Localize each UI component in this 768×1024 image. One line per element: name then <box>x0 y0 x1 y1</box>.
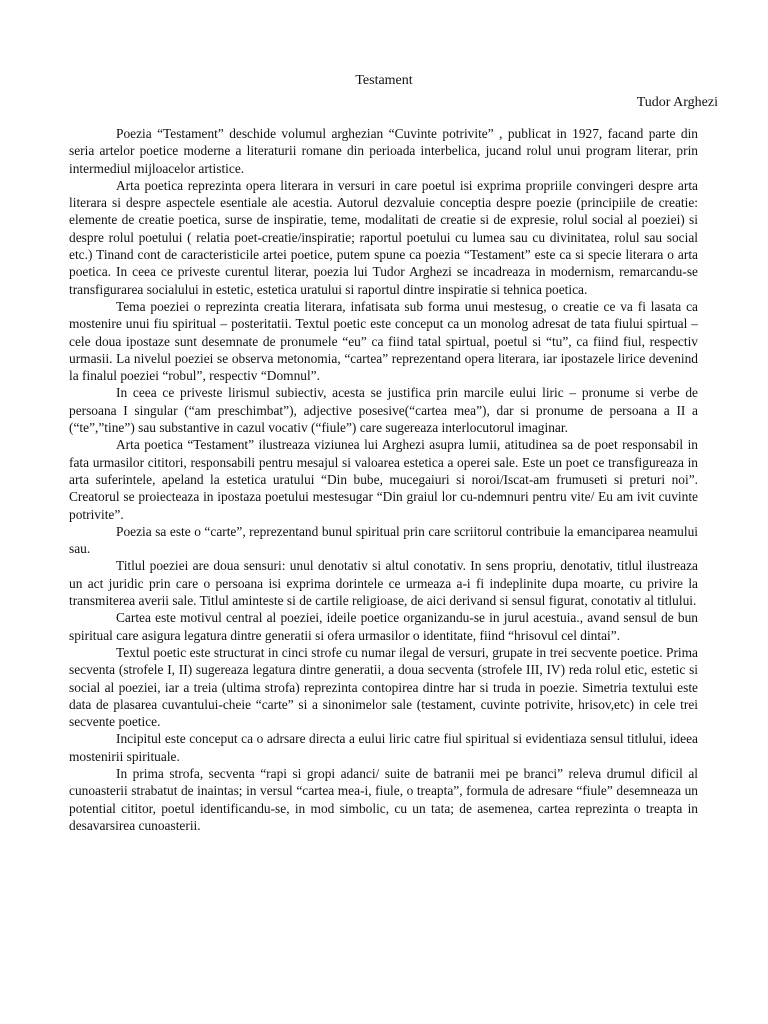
paragraph-viziune: Arta poetica “Testament” ilustreaza viziunea lui Arghezi asupra lumii, atitudinea sa de poet responsabil in fata urmasilor cititori, responsabili pentru mesajul si valoarea estetica a operei sale. Este un poet ce transfigureaza in arta suferintele, apeland la estetica uratului “Din bube, mucegaiuri si noroi/Iscat-am frumuseti si preturi noi”. Creatorul se proiecteaza in ipostaza poetului mestesugar “Din graiul lor cu-ndemnuri pentru vite/ Eu am ivit cuvinte potrivite”. <box>69 437 698 522</box>
paragraph-arta-poetica: Arta poetica reprezinta opera literara in versuri in care poetul isi exprima propriile convingeri despre arta literara si despre aspectele esentiale ale acestia. Autorul dezvaluie conceptia despre poezie (principiile de creatie: elemente de creatie poetica, surse de inspiratie, teme, modalitati de creatie si de expresie, rolul social al poeziei) si despre rolul poetului ( relatia poet-creatie/inspiratie; raportul poetului cu lumea sau cu divinitatea, rolul sau social etc.) Tinand cont de caracteristicile artei poetice, putem spune ca poezia “Testament” este ca si specie literara o arta poetica. In ceea ce priveste curentul literar, poezia lui Tudor Arghezi se incadreaza in modernism, remarcandu-se transfigurarea socialului in estetic, estetica uratului si raportul dintre inspiratie si tehnica poetica. <box>69 177 698 297</box>
paragraph-structura: Textul poetic este structurat in cinci strofe cu numar ilegal de versuri, grupate in trei secvente poetice. Prima secventa (strofele I, II) sugereaza legatura dintre generatii, a doua secventa (strofele III, IV) reda rolul etic, estetic si social al poeziei, iar a treia (ultima strofa) reprezinta contopirea dintre har si truda in poezie. Simetria textului este data de plasarea cuvantului-cheie “carte” si a sinonimelor sale (testament, cuvinte potrivite, hrisov,etc) in cele trei secvente poetice. <box>69 644 698 730</box>
paragraph-titlu: Titlul poeziei are doua sensuri: unul denotativ si altul conotativ. In sens propriu, denotativ, titlul ilustreaza un act juridic prin care o persoana isi exprima dorintele ce urmeaza a-i fi indeplinite dupa moarte, cu privire la transmiterea averii sale. Titlul aminteste si de cartile religioase, de aici derivand si sensul figurat, conotativ al titlului. <box>69 558 698 609</box>
paragraph-prima-strofa: In prima strofa, secventa “rapi si gropi adanci/ suite de batranii mei pe branci” releva drumul dificil al cunoasterii strabatut de inaintas; in versul “cartea mea-i, fiule, o treapta”, formula de adresare “fiule” desemneaza un potential cititor, poetul identificandu-se, in mod simbolic, cu un tata; de asemenea, cartea reprezinta o treapta in desavarsirea cunoasterii. <box>69 765 698 833</box>
document-title: Testament <box>355 73 413 88</box>
paragraph-tema: Tema poeziei o reprezinta creatia literara, infatisata sub forma unui mestesug, o creatie ce va fi lasata ca mostenire unui fiu spiritual – posteritatii. Textul poetic este conceput ca un monolog adresat de tata fiului spirtual – cele doua ipostaze sunt desemnate de pronumele “eu” ca fiind tatal spirtual, poetul si “tu”, ca fiind fiul, respectiv urmasii. La nivelul poeziei se observa metonomia, “cartea” reprezentand opera literara, iar ipostazele lirice devenind la finalul poeziei “robul”, respectiv “Domnul”. <box>69 298 698 384</box>
document-body <box>69 125 698 834</box>
document-author: Tudor Arghezi <box>636 95 718 110</box>
paragraph-lirism: In ceea ce priveste lirismul subiectiv, acesta se justifica prin marcile eului liric – pronume si verbe de persoana I singular (“am preschimbat”), adjective posesive(“cartea mea”), dar si pronume de persoana a II a (“te”,”tine”) sau substantive in cazul vocativ (“fiule”) care sugereaza interlocutorul imaginar. <box>69 385 698 436</box>
paragraph-carte: Poezia sa este o “carte”, reprezentand bunul spiritual prin care scriitorul contribuie la emanciparea neamului sau. <box>69 523 698 557</box>
paragraph-motiv-central: Cartea este motivul central al poeziei, ideile poetice organizandu-se in jurul acestuia., avand sensul de bun spiritual care asigura legatura dintre generatii si ofera urmasilor o identitate, fiind “hrisovul cel dintai”. <box>69 610 698 643</box>
paragraph-intro: Poezia “Testament” deschide volumul arghezian “Cuvinte potrivite” , publicat in 1927, facand parte din seria artelor poetice moderne a literaturii romane din perioada interbelica, jucand rolul unui program literar, prin intermediul mijloacelor artistice. <box>69 126 698 176</box>
paragraph-incipit: Incipitul este conceput ca o adrsare directa a eului liric catre fiul spiritual si evidentiaza sensul titlului, ideea mostenirii spirituale. <box>69 731 698 764</box>
